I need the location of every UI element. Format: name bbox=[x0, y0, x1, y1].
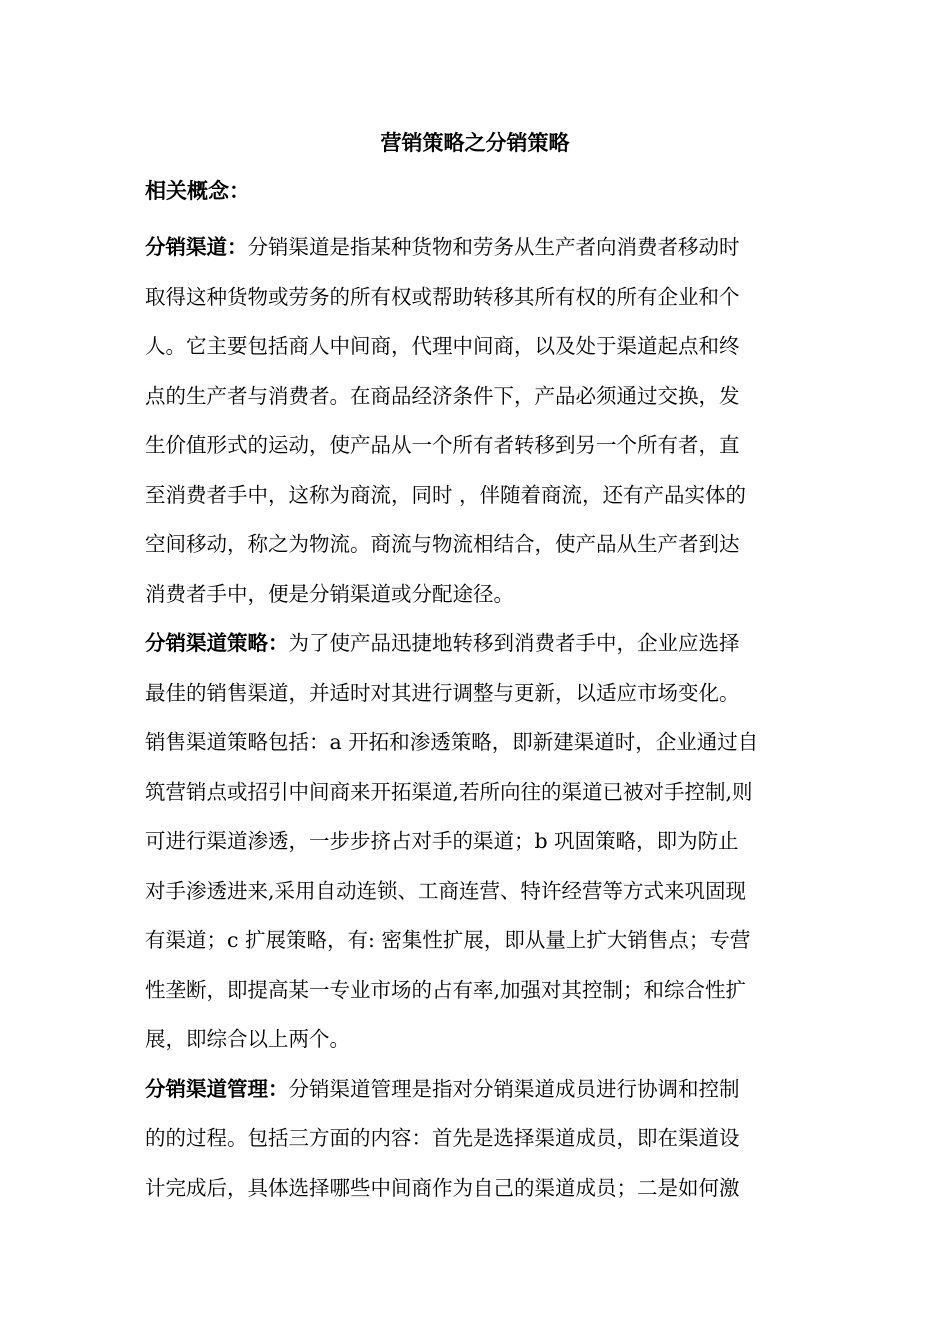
paragraph-line: 筑营销点或招引中间商来开拓渠道,若所向往的渠道已被对手控制,则 bbox=[145, 779, 753, 804]
paragraph-line: 可进行渠道渗透，一步步挤占对手的渠道；b 巩固策略，即为防止 bbox=[145, 829, 739, 853]
paragraph-line: 计完成后，具体选择哪些中间商作为自己的渠道成员；二是如何激 bbox=[145, 1175, 740, 1200]
paragraph-line: 销售渠道策略包括：a 开拓和渗透策略，即新建渠道时，企业通过自 bbox=[145, 730, 759, 754]
section-term: 分销渠道策略： bbox=[145, 631, 289, 655]
section-term: 分销渠道管理： bbox=[145, 1076, 289, 1101]
section-distribution-channel bbox=[145, 223, 805, 619]
document-title: 营销策略之分销策略 bbox=[380, 130, 570, 155]
paragraph-line: 分销渠道：分销渠道是指某种货物和劳务从生产者向消费者移动时 bbox=[145, 235, 740, 259]
paragraph-line: 空间移动，称之为物流。商流与物流相结合，使产品从生产者到达 bbox=[145, 532, 740, 556]
paragraph-line: 分销渠道管理：分销渠道管理是指对分销渠道成员进行协调和控制 bbox=[145, 1076, 740, 1101]
paragraph-line: 有渠道；c 扩展策略，有: 密集性扩展，即从量上扩大销售点；专营 bbox=[145, 928, 751, 952]
concepts-heading: 相关概念： bbox=[145, 178, 250, 203]
document-page bbox=[145, 128, 805, 1213]
paragraph-line: 的的过程。包括三方面的内容：首先是选择渠道成员，即在渠道设 bbox=[145, 1126, 740, 1150]
section-distribution-channel-strategy bbox=[145, 619, 805, 1065]
paragraph-line: 人。它主要包括商人中间商，代理中间商，以及处于渠道起点和终 bbox=[145, 334, 740, 358]
section-distribution-channel-management bbox=[145, 1065, 805, 1214]
paragraph-line: 对手渗透进来,采用自动连锁、工商连营、特许经营等方式来巩固现 bbox=[145, 878, 747, 903]
paragraph-line: 性垄断，即提高某一专业市场的占有率,加强对其控制；和综合性扩 bbox=[145, 977, 747, 1002]
paragraph-line: 分销渠道策略：为了使产品迅捷地转移到消费者手中，企业应选择 bbox=[145, 631, 740, 655]
paragraph-line: 消费者手中，便是分销渠道或分配途径。 bbox=[145, 581, 514, 606]
paragraph-line: 生价值形式的运动，使产品从一个所有者转移到另一个所有者，直 bbox=[145, 433, 740, 457]
paragraph-line: 展，即综合以上两个。 bbox=[145, 1027, 350, 1051]
paragraph-line: 至消费者手中，这称为商流，同时 ，伴随着商流，还有产品实体的 bbox=[145, 482, 747, 507]
paragraph-line: 点的生产者与消费者。在商品经济条件下，产品必须通过交换，发 bbox=[145, 383, 740, 408]
paragraph-line: 最佳的销售渠道，并适时对其进行调整与更新，以适应市场变化。 bbox=[145, 680, 740, 705]
paragraph-line: 取得这种货物或劳务的所有权或帮助转移其所有权的所有企业和个 bbox=[145, 284, 740, 309]
section-term: 分销渠道： bbox=[145, 235, 248, 259]
